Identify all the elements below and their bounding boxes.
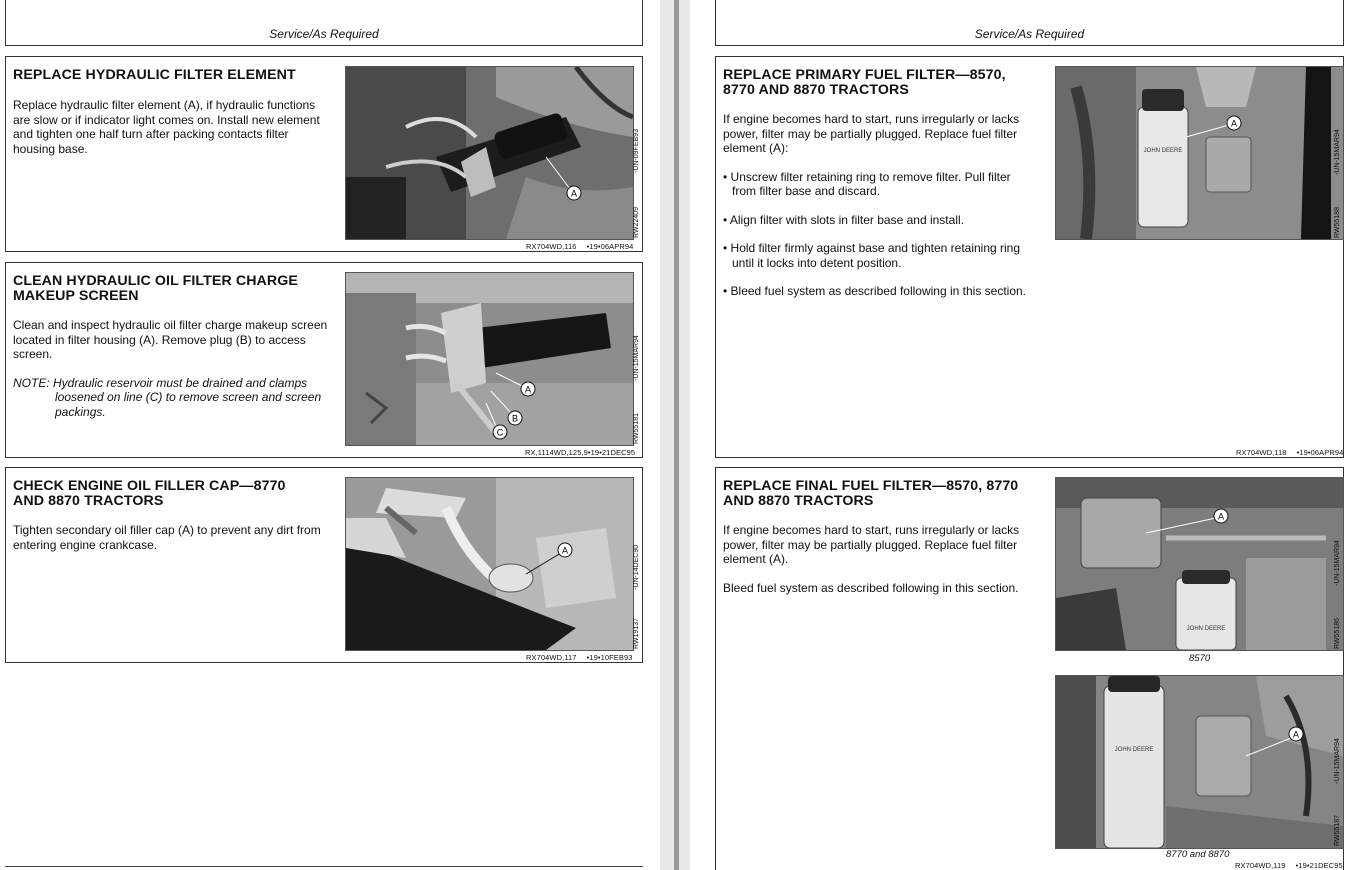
- final-fuel-filter-8770-8870-photo: [1055, 675, 1344, 849]
- photo-label: JOHN DEERE: [1186, 626, 1226, 632]
- image-code: -UN-14DEC90: [633, 544, 640, 590]
- hydraulic-filter-photo: [345, 66, 634, 240]
- callout-c: C: [496, 427, 504, 438]
- bullet-item: • Hold filter firmly against base and tighten retaining ring until it locks into detent position.: [723, 241, 1021, 270]
- oil-filler-cap-photo: [345, 477, 634, 651]
- charge-screen-photo: [345, 272, 634, 446]
- title-line: MAKEUP SCREEN: [13, 288, 139, 304]
- title-line: REPLACE PRIMARY FUEL FILTER—8570,: [723, 67, 1006, 83]
- callout-a: A: [1230, 118, 1238, 129]
- paragraph: Bleed fuel system as described following in this section.: [723, 580, 1019, 595]
- section-body: [13, 98, 331, 170]
- footer-ref: RX704WD,118: [1236, 448, 1287, 457]
- footer-date: •19•06APR94: [586, 242, 634, 251]
- right-page: [690, 0, 1361, 870]
- callout-a: A: [524, 384, 532, 395]
- section-footer: [1235, 861, 1343, 870]
- paragraph: Clean and inspect hydraulic oil filter charge makeup screen located in filter housing (A). Remove plug (B) to access screen.: [13, 318, 328, 361]
- paragraph: If engine becomes hard to start, runs irregularly or lacks power, filter may be partially plugged. Replace fuel filter element (A).: [723, 523, 1020, 566]
- section-body: [723, 112, 1035, 313]
- image-code: -UN-15MAR94: [633, 335, 640, 381]
- title-line: REPLACE HYDRAULIC FILTER ELEMENT: [13, 67, 296, 83]
- section-clean-charge-makeup-screen: [5, 262, 643, 458]
- section-body: [723, 523, 1035, 609]
- bottom-rule: [5, 866, 643, 867]
- section-footer: [526, 653, 633, 662]
- image-code: RW22409: [633, 206, 640, 238]
- footer-ref: RX,1114WD,125,9: [525, 448, 588, 457]
- section-title: [723, 68, 1006, 98]
- title-line: REPLACE FINAL FUEL FILTER—8570, 8770: [723, 478, 1019, 494]
- image-caption: 8570: [1189, 653, 1211, 664]
- section-footer: [526, 242, 633, 251]
- section-title: [13, 68, 296, 83]
- section-footer: [1236, 448, 1343, 457]
- photo-label: JOHN DEERE: [1114, 747, 1154, 753]
- image-code: RW55187: [1334, 814, 1341, 846]
- title-line: 8770 AND 8870 TRACTORS: [723, 82, 909, 98]
- image-code: -UN-09FEB93: [633, 129, 640, 173]
- final-fuel-filter-8570-photo: [1055, 477, 1344, 651]
- footer-ref: RX704WD,117: [526, 653, 577, 662]
- paragraph: If engine becomes hard to start, runs irregularly or lacks power, filter may be partially plugged. Replace fuel filter element (A):: [723, 112, 1020, 155]
- footer-date: •19•21DEC95: [587, 448, 636, 457]
- callout-b: B: [511, 413, 519, 424]
- footer-date: •19•06APR94: [1296, 448, 1344, 457]
- footer-date: •19•10FEB93: [586, 653, 633, 662]
- bullet-item: • Unscrew filter retaining ring to remove filter. Pull filter from filter base and discard.: [723, 169, 1011, 198]
- section-replace-hydraulic-filter: [5, 56, 643, 252]
- image-code: RW55188: [1334, 206, 1341, 238]
- section-body: [13, 318, 331, 433]
- title-line: AND 8870 TRACTORS: [13, 493, 164, 509]
- title-line: AND 8870 TRACTORS: [723, 493, 874, 509]
- note: NOTE: Hydraulic reservoir must be drained and clamps loosened on line (C) to remove screen and screen packings.: [13, 375, 322, 419]
- image-code: RW55186: [1334, 617, 1341, 649]
- section-title: [13, 479, 286, 509]
- callout-a: A: [1292, 729, 1300, 740]
- left-header-text: Service/As Required: [269, 27, 379, 41]
- image-code: RW55181: [633, 412, 640, 444]
- callout-a: A: [1217, 511, 1225, 522]
- image-code: -UN-15MAR94: [1334, 738, 1341, 784]
- image-code: RW19137: [633, 617, 640, 649]
- page-gutter: [660, 0, 690, 870]
- title-line: CHECK ENGINE OIL FILLER CAP—8770: [13, 478, 286, 494]
- bullet-item: • Bleed fuel system as described following in this section.: [723, 284, 1027, 298]
- callout-a: A: [561, 545, 569, 556]
- section-replace-primary-fuel-filter: [715, 56, 1344, 458]
- right-header: [715, 0, 1344, 46]
- section-body: [13, 523, 331, 566]
- paragraph: Replace hydraulic filter element (A), if hydraulic functions are slow or if indicator light comes on. Install new element and tighten one half turn after packing contacts filter housing base.: [13, 98, 320, 156]
- callout-a: A: [570, 188, 578, 199]
- section-title: [723, 479, 1018, 509]
- section-footer: [525, 448, 635, 457]
- photo-label: JOHN DEERE: [1143, 148, 1183, 154]
- footer-date: •19•21DEC95: [1295, 861, 1343, 870]
- section-replace-final-fuel-filter: [715, 467, 1344, 870]
- title-line: CLEAN HYDRAULIC OIL FILTER CHARGE: [13, 273, 298, 289]
- paragraph: Tighten secondary oil filler cap (A) to prevent any dirt from entering engine crankcase.: [13, 523, 321, 552]
- left-page: [0, 0, 660, 870]
- left-header: [5, 0, 643, 46]
- right-header-text: Service/As Required: [974, 27, 1085, 41]
- image-code: -UN-15MAR94: [1334, 129, 1341, 175]
- image-caption: 8770 and 8870: [1166, 849, 1230, 860]
- section-check-oil-filler-cap: [5, 467, 643, 663]
- image-code: -UN-15MAR94: [1334, 540, 1341, 586]
- section-title: [13, 274, 298, 304]
- footer-ref: RX704WD,119: [1235, 861, 1286, 870]
- bullet-item: • Align filter with slots in filter base and install.: [723, 212, 964, 227]
- gutter-bar: [674, 0, 679, 870]
- footer-ref: RX704WD,116: [526, 242, 577, 251]
- primary-fuel-filter-photo: [1055, 66, 1344, 240]
